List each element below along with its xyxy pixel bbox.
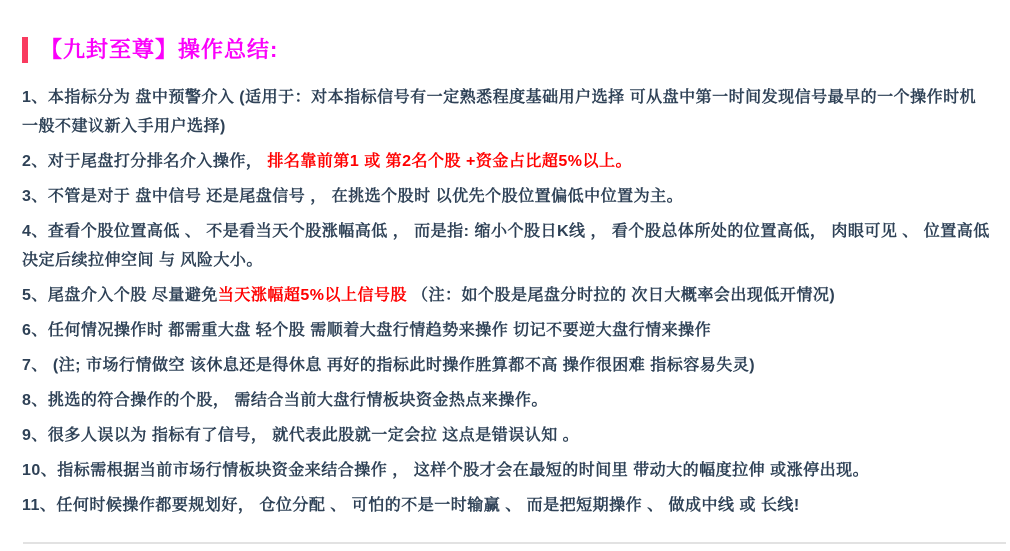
item-text: 8、挑选的符合操作的个股， 需结合当前大盘行情板块资金热点来操作。 (22, 392, 548, 409)
highlight-text: 当天涨幅超5%以上信号股 (217, 287, 407, 304)
highlight-text: 排名靠前第1 或 第2名个股 +资金占比超5%以上。 (267, 153, 632, 170)
summary-item-5 (22, 281, 990, 310)
summary-item-4 (22, 217, 990, 275)
summary-item-2 (22, 147, 990, 176)
summary-list (22, 83, 990, 520)
item-text: 7、 (注; 市场行情做空 该休息还是得休息 再好的指标此时操作胜算都不高 操作很困难 指标容易失灵) (22, 357, 756, 374)
page-title-text: 【九封至尊】操作总结: (40, 37, 279, 62)
item-text: 1、本指标分为 盘中预警介入 (适用于：对本指标信号有一定熟悉程度基础用户选择 可从盘中第一时间发现信号最早的一个操作时机 一般不建议新入手用户选择) (22, 89, 977, 135)
item-text: 9、很多人误以为 指标有了信号， 就代表此股就一定会拉 这点是错误认知 。 (22, 427, 580, 444)
bottom-divider (23, 542, 1006, 544)
item-text: 2、对于尾盘打分排名介入操作， (22, 153, 268, 170)
summary-item-9 (22, 421, 990, 450)
title-accent-bar (22, 37, 28, 63)
summary-item-1 (22, 83, 990, 141)
item-text: 11、任何时候操作都要规划好， 仓位分配 、 可怕的不是一时输赢 、 而是把短期操作 、 做成中线 或 长线! (22, 497, 800, 514)
item-text: （注：如个股是尾盘分时拉的 次日大概率会出现低开情况) (407, 287, 836, 304)
summary-item-11 (22, 491, 990, 520)
summary-item-3 (22, 182, 990, 211)
summary-item-7 (22, 351, 990, 380)
item-text: 6、任何情况操作时 都需重大盘 轻个股 需顺着大盘行情趋势来操作 切记不要逆大盘行情来操作 (22, 322, 712, 339)
summary-item-10 (22, 456, 990, 485)
item-text: 4、查看个股位置高低 、 不是看当天个股涨幅高低 ， 而是指: 缩小个股日K线 ， 看个股总体所处的位置高低， 肉眼可见 、 位置高低决定后续拉伸空间 与 风险大小。 (22, 223, 990, 269)
item-text: 5、尾盘介入个股 尽量避免 (22, 287, 218, 304)
summary-item-8 (22, 386, 990, 415)
item-text: 10、指标需根据当前市场行情板块资金来结合操作 ， 这样个股才会在最短的时间里 带动大的幅度拉伸 或涨停出现。 (22, 462, 870, 479)
item-text: 3、不管是对于 盘中信号 还是尾盘信号 ， 在挑选个股时 以优先个股位置偏低中位置为主。 (22, 188, 684, 205)
summary-item-6 (22, 316, 990, 345)
page-title (22, 36, 986, 63)
